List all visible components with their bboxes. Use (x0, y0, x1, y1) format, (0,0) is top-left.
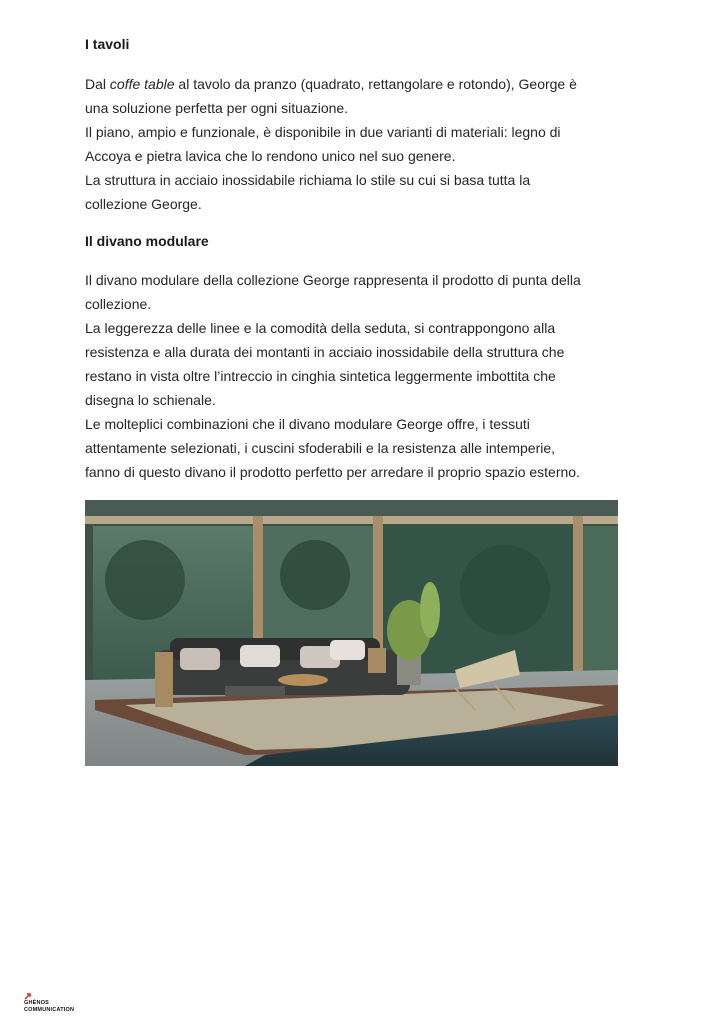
section-heading-tavoli: I tavoli (85, 36, 130, 52)
text-line: fanno di questo divano il prodotto perfetto per arredare il proprio spazio esterno. (85, 464, 580, 480)
text-line: Il piano, ampio e funzionale, è disponibile in due varianti di materiali: legno di (85, 124, 561, 140)
text-line: La leggerezza delle linee e la comodità della seduta, si contrappongono alla (85, 320, 556, 336)
logo-line2: COMMUNICATION (24, 1006, 75, 1013)
text-line: Dal coffe table al tavolo da pranzo (quadrato, rettangolare e rotondo), George è (85, 76, 577, 92)
text-line: restano in vista oltre l’intreccio in cinghia sintetica leggermente imbottita che (85, 368, 556, 384)
text-line: una soluzione perfetta per ogni situazione. (85, 100, 349, 116)
section-heading-divano: Il divano modulare (85, 233, 209, 249)
text-line: collezione George. (85, 196, 202, 212)
text-line: collezione. (85, 296, 152, 312)
outdoor-sofa-photo (85, 500, 618, 766)
text-line: attentamente selezionati, i cuscini sfoderabili e la resistenza alle intemperie, (85, 440, 556, 456)
logo-line1: GHÈNOS (24, 1000, 50, 1006)
text-line: Accoya e pietra lavica che lo rendono unico nel suo genere. (85, 148, 456, 164)
text-line: Il divano modulare della collezione George rappresenta il prodotto di punta della (85, 272, 581, 288)
paragraph-tavoli (85, 72, 645, 216)
arrow-mark-icon (24, 992, 32, 1000)
text-line: disegna lo schienale. (85, 392, 216, 408)
text-line: La struttura in acciaio inossidabile richiama lo stile su cui si basa tutta la (85, 172, 531, 188)
paragraph-divano (85, 268, 645, 484)
ghenos-communication-logo (24, 992, 104, 1013)
text-line: resistenza e alla durata dei montanti in acciaio inossidabile della struttura che (85, 344, 565, 360)
text-line: Le molteplici combinazioni che il divano modulare George offre, i tessuti (85, 416, 530, 432)
